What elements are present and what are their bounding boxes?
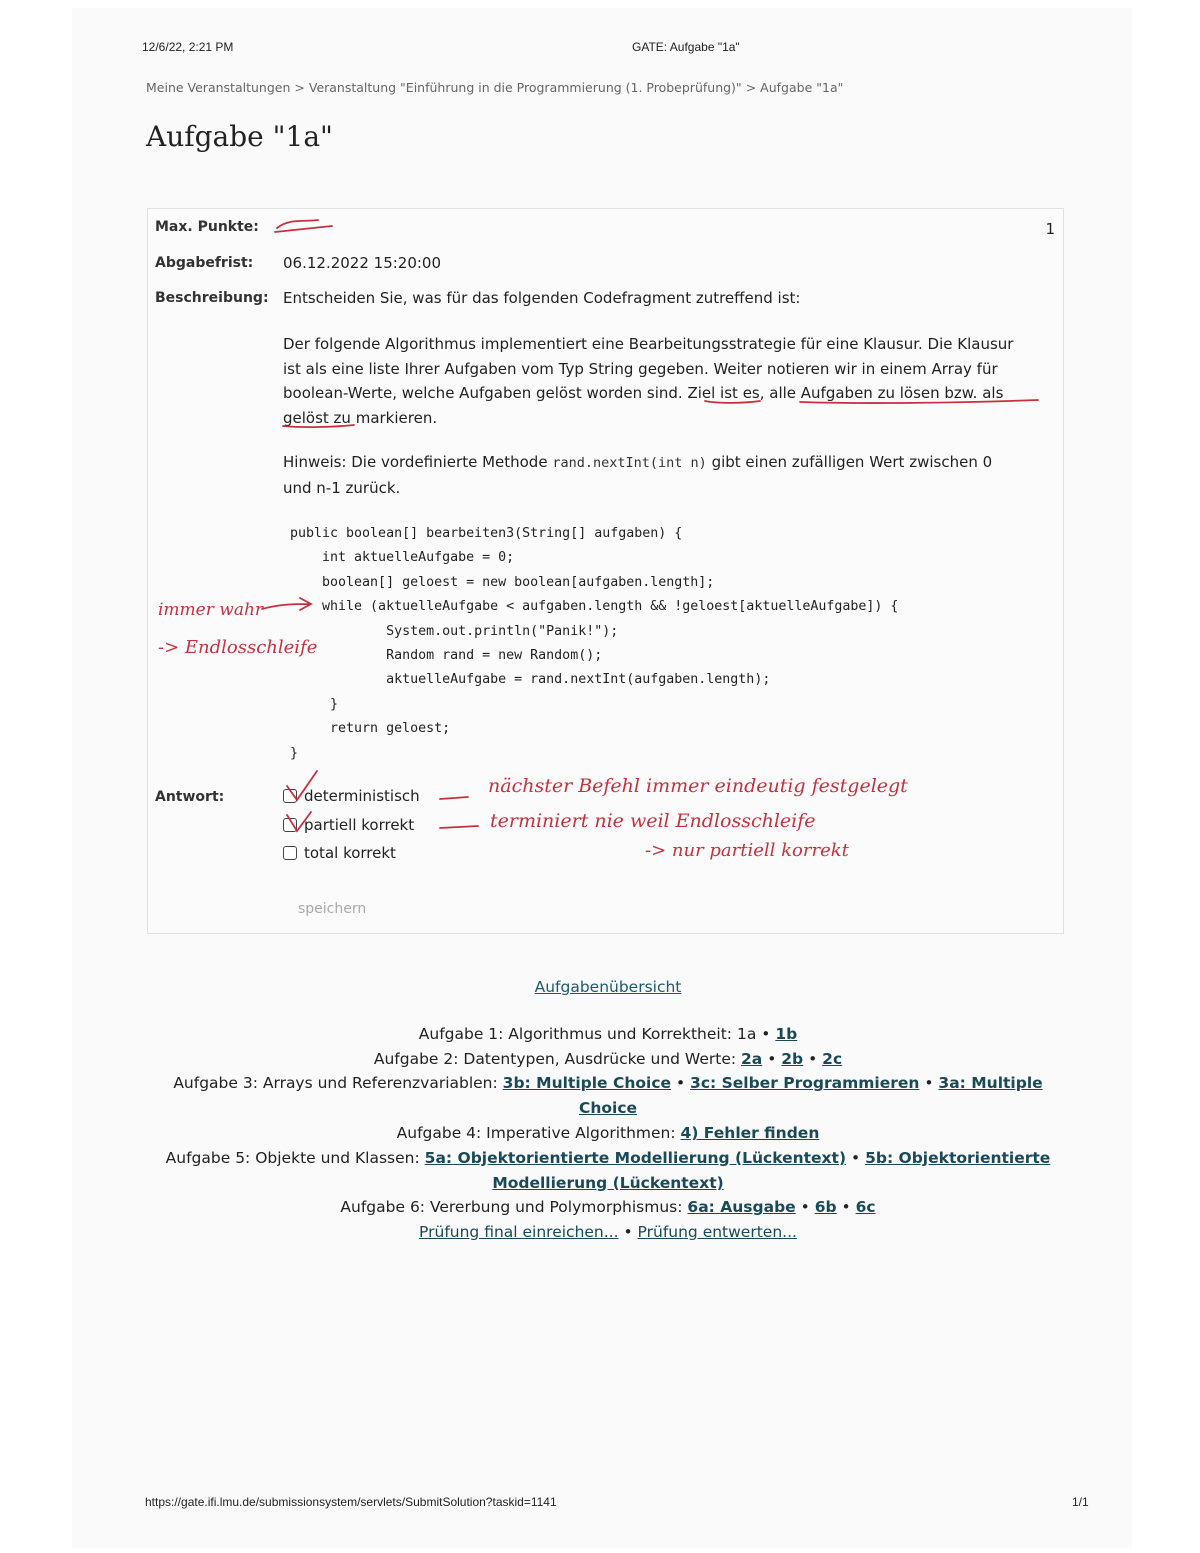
nav-row-task4 <box>150 1121 1066 1146</box>
nav-prefix: Aufgabe 3: Arrays und Referenzvariablen: <box>173 1074 498 1093</box>
option-label: total korrekt <box>304 844 396 862</box>
nav-link-5b[interactable]: 5b: Objektorientierte Modellierung (Lückentext) <box>492 1148 1051 1192</box>
nav-link-3c[interactable]: 3c: Selber Programmieren <box>690 1074 920 1093</box>
invalidate-link[interactable]: Prüfung entwerten... <box>637 1223 797 1242</box>
description-line: ist als eine liste Ihrer Aufgaben vom Typ String gegeben. Weiter notieren wir in einem Array für <box>283 359 998 378</box>
nav-link-3a[interactable]: 3a: Multiple Choice <box>578 1074 1043 1118</box>
description-paragraph <box>283 332 1048 430</box>
max-points-value: 1 <box>1045 220 1055 238</box>
code-line: } <box>290 745 299 761</box>
hint-suffix: gibt einen zufälligen Wert zwischen 0 <box>711 453 993 471</box>
nav-prefix: Aufgabe 4: Imperative Algorithmen: <box>396 1123 676 1142</box>
code-line: } <box>290 696 339 712</box>
breadcrumb <box>146 80 843 95</box>
nav-row-task3: Aufgabe 3: Arrays und Referenzvariablen: 3b: Multiple Choice • 3c: Selber Programmieren • 3a: Multiple Choice <box>173 1074 1043 1118</box>
code-line: boolean[] geloest = new boolean[aufgaben.length]; <box>290 574 715 590</box>
code-line: aktuelleAufgabe = rand.nextInt(aufgaben.length); <box>290 672 771 688</box>
nav-link-2c[interactable]: 2c <box>822 1049 843 1068</box>
description-intro: Entscheiden Sie, was für das folgenden Codefragment zutreffend ist: <box>283 289 801 307</box>
nav-link-3b[interactable]: 3b: Multiple Choice <box>502 1074 672 1093</box>
max-points-label: Max. Punkte: <box>155 219 259 235</box>
print-url: https://gate.ifi.lmu.de/submissionsystem/servlets/SubmitSolution?taskid=1141 <box>145 1495 557 1509</box>
nav-prefix: Aufgabe 1: Algorithmus und Korrektheit: <box>418 1024 733 1043</box>
nav-link-1b[interactable]: 1b <box>775 1024 798 1043</box>
checkbox-partially-correct[interactable] <box>283 818 297 832</box>
deadline-value: 06.12.2022 15:20:00 <box>283 254 442 272</box>
page-title: Aufgabe "1a" <box>146 120 333 153</box>
hint-prefix: Hinweis: Die vordefinierte Methode <box>283 453 548 471</box>
code-line: public boolean[] bearbeiten3(String[] aufgaben) { <box>290 526 683 541</box>
answer-label: Antwort: <box>155 789 225 805</box>
option-label: partiell korrekt <box>304 816 415 834</box>
option-deterministic[interactable] <box>283 787 420 805</box>
nav-prefix: Aufgabe 6: Vererbung und Polymorphismus: <box>340 1198 683 1217</box>
checkbox-totally-correct[interactable] <box>283 846 297 860</box>
deadline-label: Abgabefrist: <box>155 255 254 271</box>
handwriting-note-partial: terminiert nie weil Endlosschleife <box>490 810 816 832</box>
nav-prefix: Aufgabe 2: Datentypen, Ausdrücke und Werte: <box>373 1049 737 1068</box>
breadcrumb-item-events[interactable]: Meine Veranstaltungen <box>146 80 291 95</box>
breadcrumb-separator: > <box>294 80 305 95</box>
description-label: Beschreibung: <box>155 290 269 306</box>
nav-row-task6: Aufgabe 6: Vererbung und Polymorphismus: 6a: Ausgabe • 6b • 6c <box>340 1198 876 1217</box>
print-title: GATE: Aufgabe "1a" <box>632 40 740 54</box>
nav-link-6c[interactable]: 6c <box>855 1198 876 1217</box>
breadcrumb-item-task: Aufgabe "1a" <box>760 80 844 95</box>
nav-link-5a[interactable]: 5a: Objektorientierte Modellierung (Lückentext) <box>424 1148 847 1167</box>
handwriting-note-deterministic: nächster Befehl immer eindeutig festgelegt <box>488 775 908 797</box>
handwriting-note-only-partial: -> nur partiell korrekt <box>645 840 849 861</box>
nav-link-2a[interactable]: 2a <box>741 1049 763 1068</box>
description-line: boolean-Werte, welche Aufgaben gelöst worden sind. Ziel ist es, alle Aufgaben zu lösen bzw. als <box>283 384 1004 402</box>
checkbox-deterministic[interactable] <box>283 789 297 803</box>
hint-code: rand.nextInt(int n) <box>552 455 707 471</box>
hint-line-2: und n-1 zurück. <box>283 478 401 497</box>
code-line: return geloest; <box>290 721 451 737</box>
breadcrumb-item-course[interactable]: Veranstaltung "Einführung in die Programmierung (1. Probeprüfung)" <box>308 80 742 95</box>
handwriting-infinite-loop: -> Endlosschleife <box>158 637 318 658</box>
task-navigation <box>150 975 1066 1245</box>
submit-final-link[interactable]: Prüfung final einreichen... <box>419 1223 619 1242</box>
hint-line <box>283 450 1048 476</box>
nav-row-task2: Aufgabe 2: Datentypen, Ausdrücke und Werte: 2a • 2b • 2c <box>373 1049 843 1068</box>
code-line: while (aktuelleAufgabe < aufgaben.length && !geloest[aktuelleAufgabe]) { <box>290 599 899 615</box>
nav-row-task1: Aufgabe 1: Algorithmus und Korrektheit: 1a • 1b <box>418 1024 798 1043</box>
hint-paragraph <box>283 450 1048 500</box>
option-partially-correct[interactable] <box>283 816 414 834</box>
option-totally-correct[interactable] <box>283 844 396 862</box>
nav-row-task5: Aufgabe 5: Objekte und Klassen: 5a: Objektorientierte Modellierung (Lückentext) • 5b: Objektorientierte Modellierung (Lückentext) <box>165 1148 1051 1192</box>
nav-link-2b[interactable]: 2b <box>781 1049 804 1068</box>
nav-prefix: Aufgabe 5: Objekte und Klassen: <box>165 1148 420 1167</box>
description-line: gelöst zu markieren. <box>283 408 438 427</box>
handwriting-always-true: immer wahr <box>158 600 264 620</box>
overview-link[interactable]: Aufgabenübersicht <box>534 978 682 996</box>
nav-row-actions: Prüfung final einreichen... • Prüfung entwerten... <box>419 1223 797 1242</box>
breadcrumb-separator: > <box>745 80 757 95</box>
print-page-number: 1/1 <box>1072 1495 1089 1509</box>
nav-link-6a[interactable]: 6a: Ausgabe <box>687 1198 796 1217</box>
description-line: Der folgende Algorithmus implementiert eine Bearbeitungsstrategie für eine Klausur. Die Klausur <box>283 335 1014 353</box>
code-line: Random rand = new Random(); <box>290 648 603 663</box>
option-label: deterministisch <box>304 787 420 805</box>
save-button[interactable]: speichern <box>298 901 367 917</box>
print-date: 12/6/22, 2:21 PM <box>142 40 234 54</box>
code-line: int aktuelleAufgabe = 0; <box>290 550 515 566</box>
nav-link-4[interactable]: 4) Fehler finden <box>680 1123 820 1142</box>
nav-link-6b[interactable]: 6b <box>814 1198 837 1217</box>
code-line: System.out.println("Panik!"); <box>290 623 619 639</box>
nav-current: 1a <box>736 1024 757 1043</box>
